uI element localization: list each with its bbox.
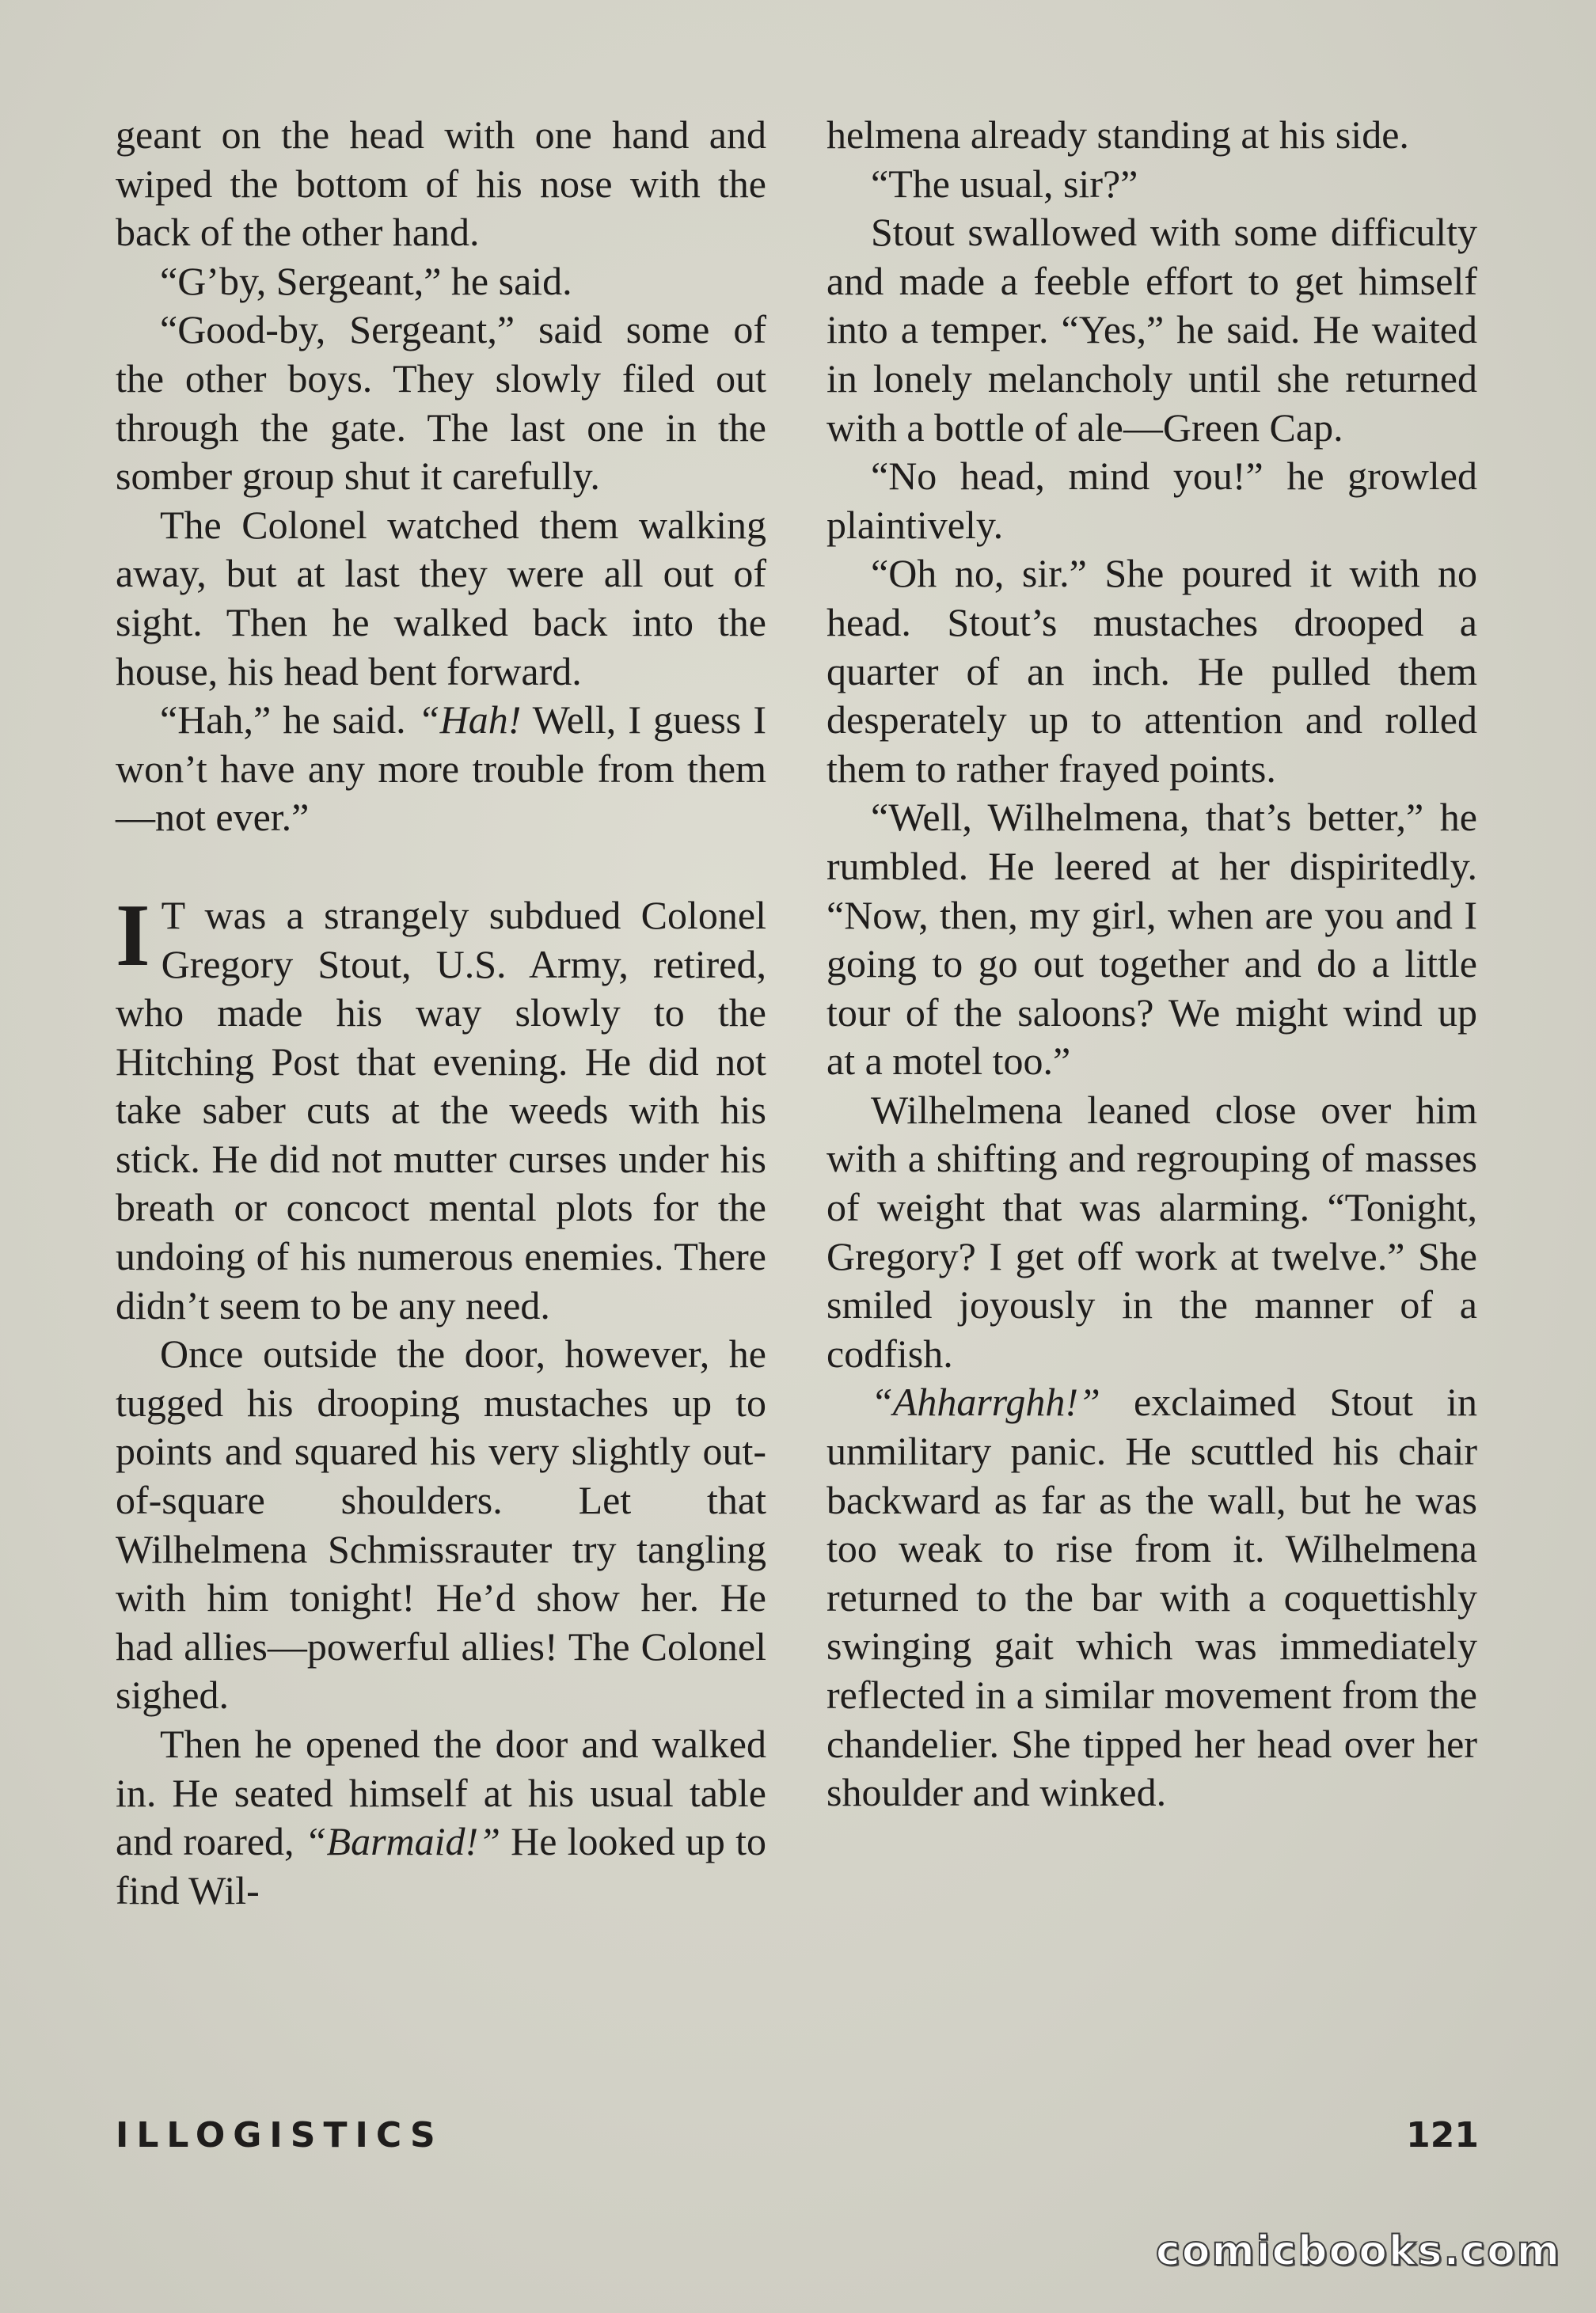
running-footer-title: ILLOGISTICS [116, 2115, 443, 2155]
paragraph [116, 696, 766, 842]
italic-text: “Barmaid!” [304, 1819, 500, 1864]
left-column [116, 111, 766, 1915]
text-run: Well, I guess I won’t have any more trouble from them—not ever.” [116, 697, 767, 840]
text-run: exclaimed Stout in unmilitary panic. He scuttled his chair backward as far as the wall, but he was too weak to rise from it. Wilhelmena returned to the bar with a coquettishly swinging gait which was immediately reflected in a similar movement from the chandelier. She tipped her head over her shoulder and winked. [826, 1380, 1477, 1815]
paragraph: “G’by, Sergeant,” he said. [160, 258, 572, 303]
paragraph: “The usual, sir?” [871, 161, 1138, 206]
text-run: He looked up to find Wil- [116, 1819, 766, 1912]
paragraph: “Oh no, sir.” She poured it with no head. Stout’s mustaches drooped a quarter of an inch. He pulled them desperately up to attention and rolled them to rather frayed points. [826, 551, 1477, 791]
watermark-logo: comicbooks.com [1155, 2228, 1561, 2275]
paragraph [116, 1720, 766, 1915]
text-run: T was a strangely subdued Colonel Gregory Stout, U.S. Army, retired, who made his way slowly to the Hitching Post that evening. He did not take saber cuts at the weeds with his stick. He did not mutter curses under his breath or concoct mental plots for the undoing of his numerous enemies. There didn’t seem to be any need. [116, 892, 766, 1327]
paragraph: “No head, mind you!” he growled plaintively. [826, 454, 1477, 547]
italic-text: “Hah! [417, 697, 522, 743]
italic-text: “Ahharrghh!” [871, 1380, 1100, 1425]
section-start-paragraph [116, 886, 766, 1330]
paragraph: geant on the head with one hand and wiped the bottom of his nose with the back of the other hand. [116, 112, 766, 255]
paragraph: Stout swallowed with some difficulty and made a feeble effort to get himself into a temper. “Yes,” he said. He waited in lonely melancholy until she returned with a bottle of ale—Green Cap. [826, 210, 1477, 450]
paragraph: Once outside the door, however, he tugged his drooping mustaches up to points and squared his very slightly out-of-square shoulders. Let that Wilhelmena Schmissrauter try tangling with him tonight! He’d show her. He had allies—powerful allies! The Colonel sighed. [116, 1331, 766, 1718]
right-column [826, 111, 1477, 1817]
paragraph [826, 1378, 1477, 1817]
page-number: 121 [1406, 2115, 1479, 2155]
paragraph: “Well, Wilhelmena, that’s better,” he rumbled. He leered at her dispiritedly. “Now, then, my girl, when are you and I going to go out together and do a little tour of the saloons? We might wind up at a motel too.” [826, 795, 1477, 1084]
paragraph: helmena already standing at his side. [826, 112, 1409, 157]
drop-cap: I [116, 886, 150, 985]
paragraph: The Colonel watched them walking away, but at last they were all out of sight. Then he walked back into the house, his head bent forward. [116, 502, 766, 693]
paragraph: “Good-by, Sergeant,” said some of the other boys. They slowly filed out through the gate. The last one in the somber group shut it carefully. [116, 307, 766, 499]
text-run: “Hah,” he said. [160, 697, 418, 743]
paragraph: Wilhelmena leaned close over him with a shifting and regrouping of masses of weight that was alarming. “Tonight, Gregory? I get off work at twelve.” She smiled joyously in the manner of a codfish. [826, 1087, 1477, 1376]
text-run: Then he opened the door and walked in. He seated himself at his usual table and roared, [116, 1722, 766, 1864]
